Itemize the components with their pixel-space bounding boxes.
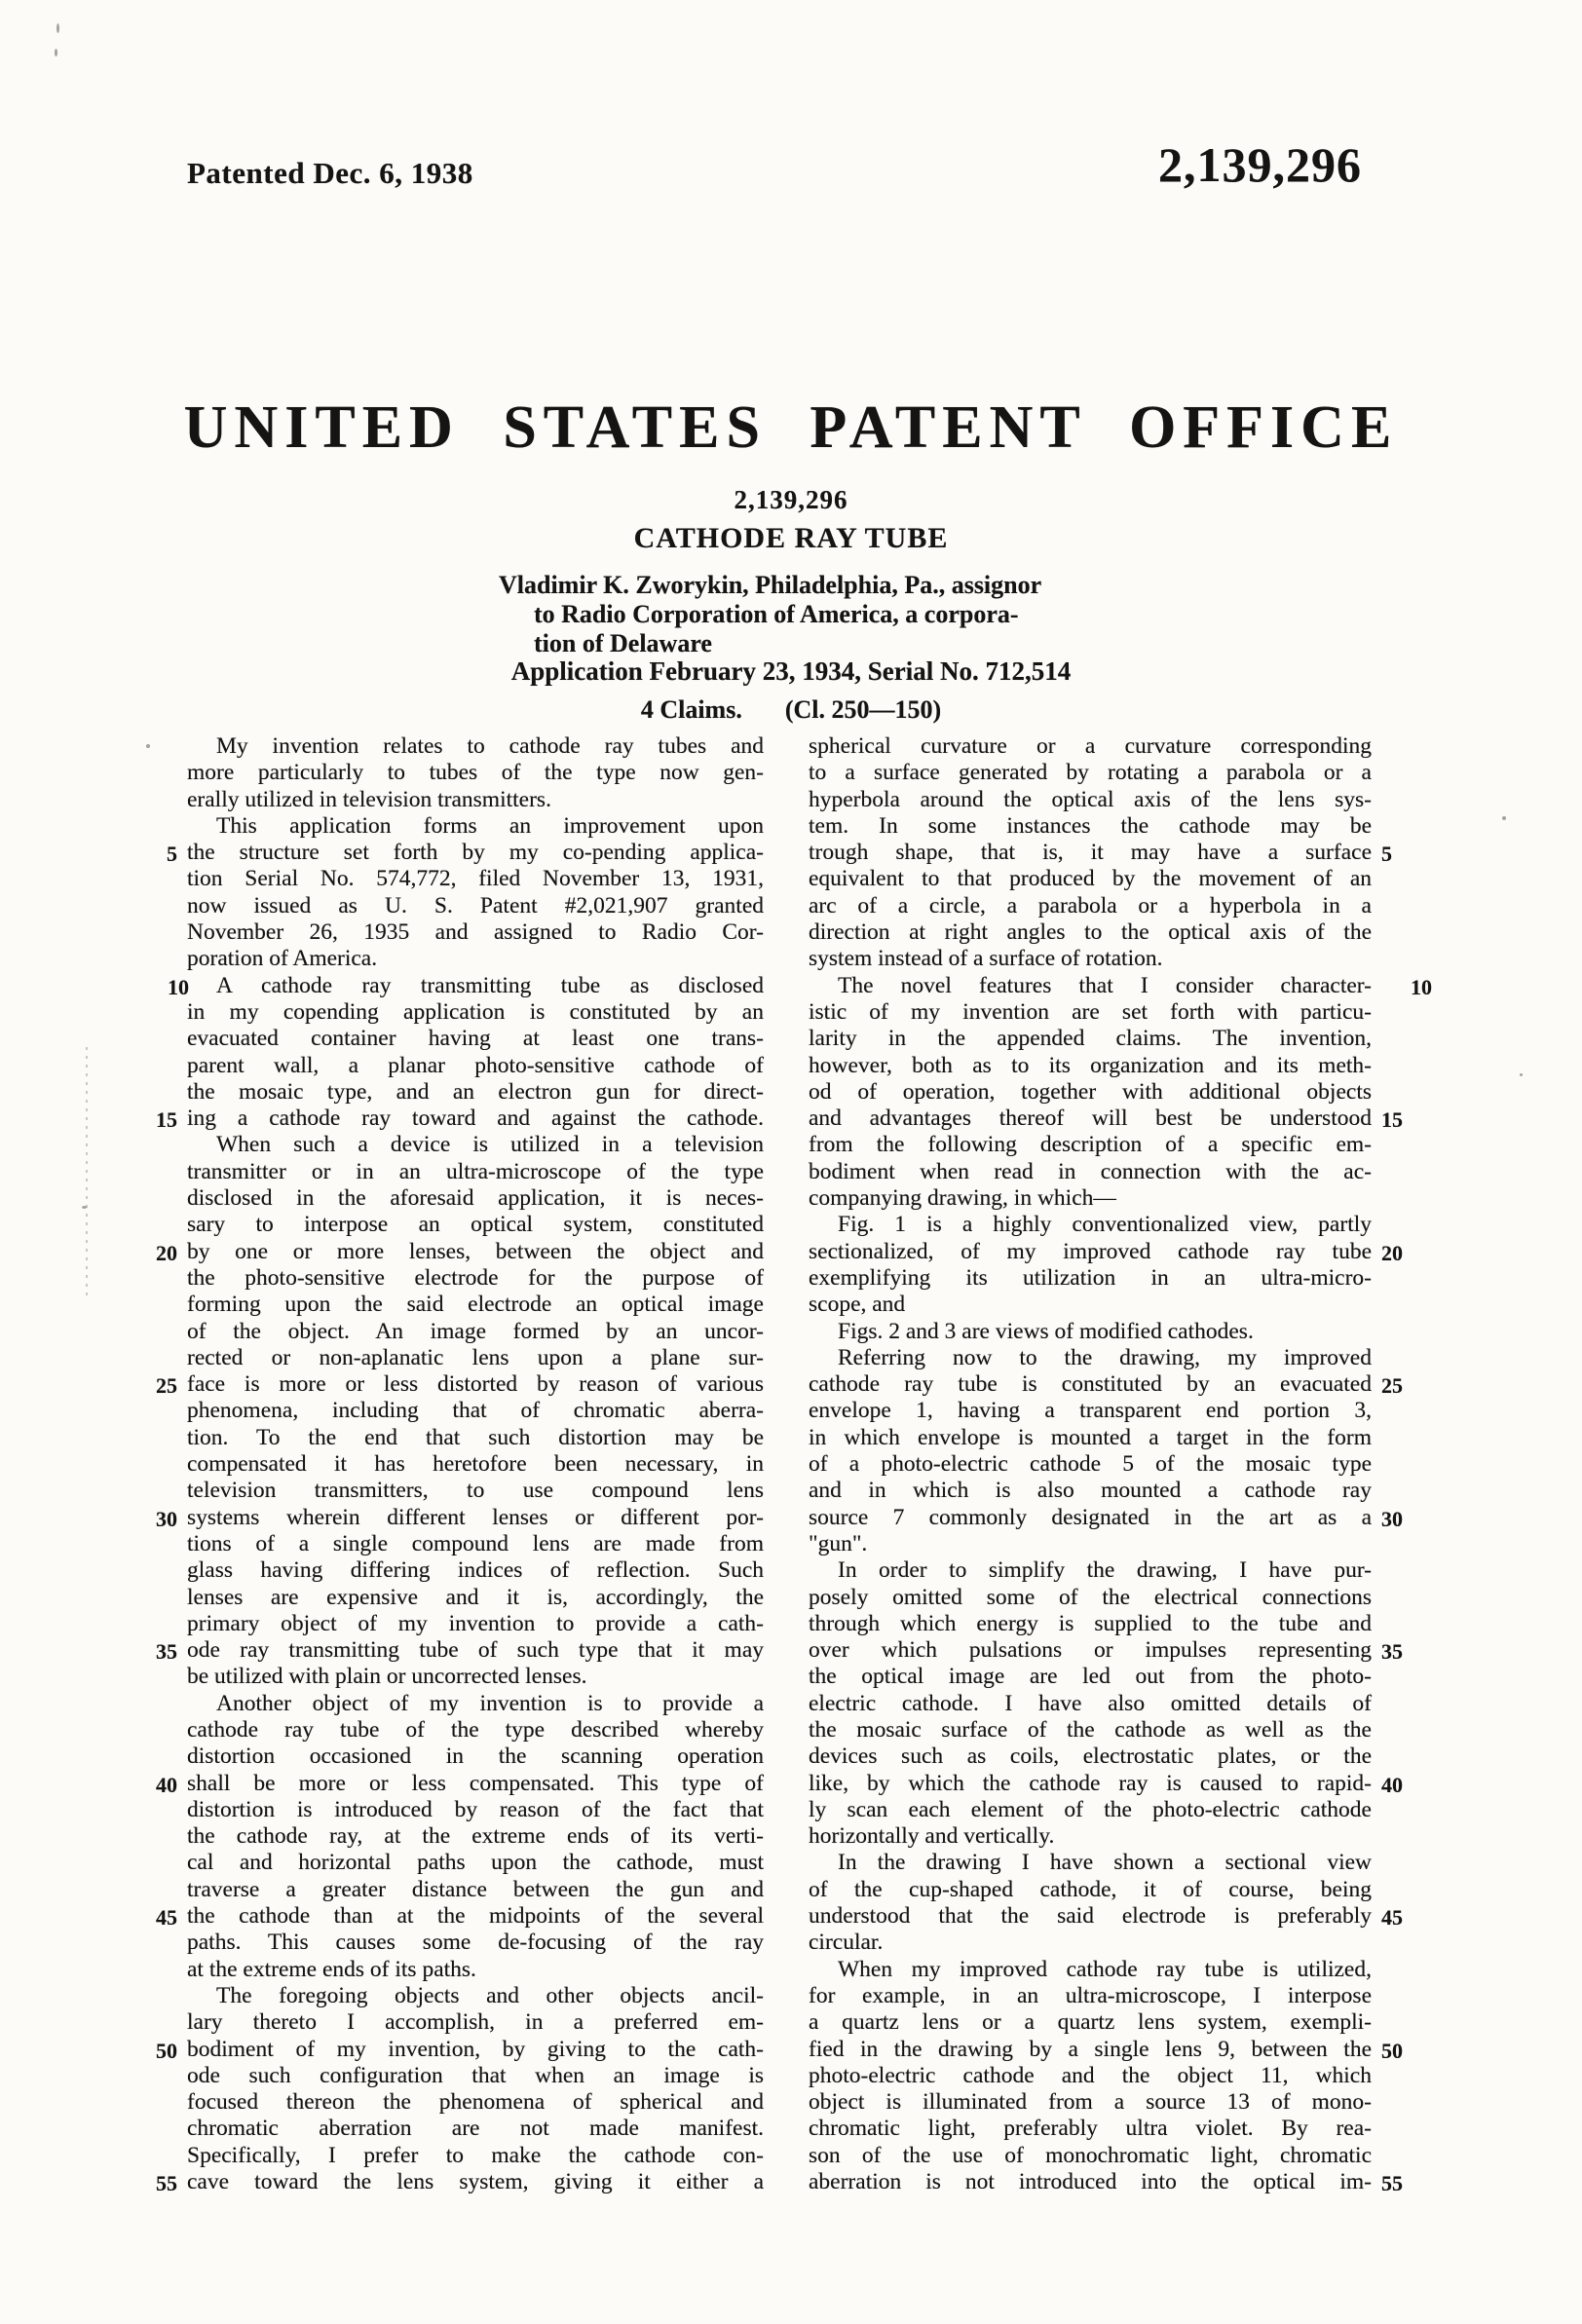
scan-artifact xyxy=(1502,816,1506,820)
text-line: over which pulsations or impulses representing 35 xyxy=(809,1637,1372,1664)
text-line: face is more or less distorted by reason of various 25 xyxy=(187,1371,764,1398)
text-line: exemplifying its utilization in an ultra-micro- xyxy=(809,1264,1372,1291)
text-line: ing a cathode ray toward and against the cathode. 15 xyxy=(187,1106,764,1132)
application-line: Application February 23, 1934, Serial No. 712,514 xyxy=(510,656,1072,686)
text-line: companying drawing, in which— xyxy=(809,1185,1116,1212)
claims-line xyxy=(0,695,1582,725)
text-line: tion. To the end that such distortion may be xyxy=(187,1424,764,1450)
line-number: 25 xyxy=(1381,1373,1403,1399)
text-line: parent wall, a planar photo-sensitive cathode of xyxy=(187,1052,764,1078)
line-number: 10 xyxy=(1411,974,1432,999)
byline-line: Vladimir K. Zworykin, Philadelphia, Pa., assignor xyxy=(499,571,1042,599)
text-line: traverse a greater distance between the gun and xyxy=(187,1876,764,1902)
text-line: poration of America. xyxy=(187,946,378,972)
text-line: cathode ray tube is constituted by an evacuated 25 xyxy=(809,1371,1372,1398)
text-line: focused thereon the phenomena of spherical and xyxy=(187,2089,764,2116)
text-line: of the object. An image formed by an uncor- xyxy=(187,1318,764,1344)
line-number: 35 xyxy=(156,1639,177,1665)
text-line: son of the use of monochromatic light, chromatic xyxy=(809,2142,1372,2168)
patent-number-center: 2,139,296 xyxy=(734,485,848,514)
text-line: Figs. 2 and 3 are views of modified cathodes. xyxy=(838,1318,1254,1344)
text-line: object is illuminated from a source 13 of mono- xyxy=(809,2089,1372,2116)
text-line: the optical image are led out from the photo- xyxy=(809,1664,1372,1690)
text-line: horizontally and vertically. xyxy=(809,1823,1055,1850)
line-number: 5 xyxy=(167,842,177,867)
text-line: tions of a single compound lens are made from xyxy=(187,1530,764,1556)
text-line: evacuated container having at least one trans- xyxy=(187,1026,764,1052)
line-number: 50 xyxy=(156,2038,177,2063)
text-line: in my copending application is constituted by an xyxy=(187,998,764,1025)
text-line: distortion is introduced by reason of the fact that xyxy=(187,1796,764,1822)
text-line: ode ray transmitting tube of such type that it may 35 xyxy=(187,1637,764,1664)
text-line: cave toward the lens system, giving it either a 55 xyxy=(187,2169,764,2195)
text-line: paths. This causes some de-focusing of the ray xyxy=(187,1930,764,1956)
text-line: the cathode than at the midpoints of the several 45 xyxy=(187,1903,764,1930)
text-line: system instead of a surface of rotation. xyxy=(809,946,1163,972)
text-line: to a surface generated by rotating a parabola or a xyxy=(809,760,1372,786)
text-line: Another object of my invention is to provide a xyxy=(216,1690,764,1716)
text-line: Referring now to the drawing, my improved xyxy=(838,1344,1372,1370)
line-number: 40 xyxy=(1381,1772,1403,1797)
line-number: 55 xyxy=(156,2171,177,2196)
text-line: istic of my invention are set forth with particu- xyxy=(809,998,1372,1025)
patented-date: Patented Dec. 6, 1938 xyxy=(187,156,473,190)
text-line: The novel features that I consider character- 10 xyxy=(838,972,1432,999)
text-line: spherical curvature or a curvature corresponding xyxy=(809,733,1372,759)
text-line: bodiment of my invention, by giving to the cath- 50 xyxy=(187,2037,764,2063)
claims-count: 4 Claims. xyxy=(640,695,742,724)
line-number: 20 xyxy=(1381,1240,1403,1265)
text-line: devices such as coils, electrostatic plates, or the xyxy=(809,1743,1372,1770)
text-line: In order to simplify the drawing, I have pur- xyxy=(838,1557,1372,1584)
scan-artifact xyxy=(86,1047,88,1300)
text-line: forming upon the said electrode an optical image xyxy=(187,1292,764,1318)
line-number: 40 xyxy=(156,1772,177,1797)
text-line: transmitter or in an ultra-microscope of the type xyxy=(187,1158,764,1184)
text-line: understood that the said electrode is preferably 45 xyxy=(809,1903,1372,1930)
scan-artifact xyxy=(55,49,57,56)
text-line: more particularly to tubes of the type now gen- xyxy=(187,760,764,786)
text-line: like, by which the cathode ray is caused to rapid- 40 xyxy=(809,1771,1372,1797)
text-line: however, both as to its organization and its meth- xyxy=(809,1052,1372,1078)
line-number: 35 xyxy=(1381,1639,1403,1665)
text-line: compensated it has heretofore been necessary, in xyxy=(187,1451,764,1478)
classification: (Cl. 250—150) xyxy=(784,695,942,724)
text-line: Specifically, I prefer to make the cathode con- xyxy=(187,2142,764,2168)
text-line: rected or non-aplanatic lens upon a plane sur- xyxy=(187,1344,764,1370)
text-line: chromatic aberration are not made manifest. xyxy=(187,2116,764,2142)
line-number: 25 xyxy=(156,1373,177,1399)
text-line: the mosaic surface of the cathode as well as the xyxy=(809,1716,1372,1743)
line-number: 45 xyxy=(1381,1905,1403,1930)
text-line: In the drawing I have shown a sectional view xyxy=(838,1850,1372,1876)
text-line: equivalent to that produced by the movement of an xyxy=(809,866,1372,892)
text-line: ode such configuration that when an image is xyxy=(187,2062,764,2088)
text-line: and in which is also mounted a cathode ray xyxy=(809,1478,1372,1504)
scan-artifact xyxy=(146,744,150,748)
text-line: shall be more or less compensated. This type of 40 xyxy=(187,1771,764,1797)
text-line: cathode ray tube of the type described whereby xyxy=(187,1716,764,1743)
line-number: 5 xyxy=(1381,842,1392,867)
text-line: now issued as U. S. Patent #2,021,907 granted xyxy=(187,892,764,918)
text-line: tion Serial No. 574,772, filed November 13, 1931, xyxy=(187,866,764,892)
left-column xyxy=(156,733,764,2196)
text-line: television transmitters, to use compound lens xyxy=(187,1478,764,1504)
line-number: 45 xyxy=(156,1905,177,1930)
text-line: in which envelope is mounted a target in the form xyxy=(809,1424,1372,1450)
line-number: 10 xyxy=(168,974,189,999)
text-line: envelope 1, having a transparent end portion 3, xyxy=(809,1398,1372,1424)
right-column xyxy=(809,733,1432,2196)
line-number: 55 xyxy=(1381,2171,1403,2196)
text-line: Fig. 1 is a highly conventionalized view, partly xyxy=(838,1212,1372,1238)
text-line: the cathode ray, at the extreme ends of its verti- xyxy=(187,1823,764,1850)
line-number: 20 xyxy=(156,1240,177,1265)
scan-artifact xyxy=(56,23,59,33)
text-line: circular. xyxy=(809,1930,884,1956)
text-line: disclosed in the aforesaid application, it is neces- xyxy=(187,1185,764,1212)
patent-office-title: UNITED STATES PATENT OFFICE xyxy=(183,394,1399,461)
text-line: the structure set forth by my co-pending applica- 5 xyxy=(187,840,764,866)
scan-artifact xyxy=(82,1206,87,1209)
text-line: sary to interpose an optical system, constituted xyxy=(187,1212,764,1238)
text-line: erally utilized in television transmitters. xyxy=(187,786,551,812)
text-line: the photo-sensitive electrode for the purpose of xyxy=(187,1264,764,1291)
text-line: glass having differing indices of reflection. Such xyxy=(187,1557,764,1584)
text-line: be utilized with plain or uncorrected lenses. xyxy=(187,1664,587,1690)
text-line: This application forms an improvement upon xyxy=(216,812,764,839)
text-line: at the extreme ends of its paths. xyxy=(187,1956,476,1982)
byline-line: to Radio Corporation of America, a corpora- xyxy=(534,600,1019,628)
text-line: of the cup-shaped cathode, it of course, being xyxy=(809,1876,1372,1902)
text-line: hyperbola around the optical axis of the lens sys- xyxy=(809,786,1372,812)
patent-number-header: 2,139,296 xyxy=(1158,137,1362,192)
invention-title: CATHODE RAY TUBE xyxy=(633,522,949,554)
text-line: My invention relates to cathode ray tubes and xyxy=(216,733,764,759)
line-number: 30 xyxy=(156,1506,177,1531)
text-line: phenomena, including that of chromatic aberra- xyxy=(187,1398,764,1424)
text-line: larity in the appended claims. The invention, xyxy=(809,1026,1372,1052)
line-number: 50 xyxy=(1381,2038,1403,2063)
text-line: the mosaic type, and an electron gun for direct- xyxy=(187,1078,764,1105)
text-line: November 26, 1935 and assigned to Radio Cor- xyxy=(187,919,764,946)
text-line: posely omitted some of the electrical connections xyxy=(809,1584,1372,1610)
text-line: tem. In some instances the cathode may be xyxy=(809,812,1372,839)
text-line: A cathode ray transmitting tube as disclosed 10 xyxy=(187,973,764,999)
text-line: When my improved cathode ray tube is utilized, xyxy=(838,1956,1372,1982)
text-line: from the following description of a specific em- xyxy=(809,1132,1372,1158)
byline-line: tion of Delaware xyxy=(534,629,712,657)
text-line: od of operation, together with additional objects xyxy=(809,1078,1372,1105)
text-line: direction at right angles to the optical axis of the xyxy=(809,919,1372,946)
line-number: 30 xyxy=(1381,1506,1403,1531)
text-line: source 7 commonly designated in the art as a 30 xyxy=(809,1505,1372,1531)
text-line: bodiment when read in connection with the ac- xyxy=(809,1158,1372,1184)
text-line: electric cathode. I have also omitted details of xyxy=(809,1690,1372,1716)
text-line: for example, in an ultra-microscope, I interpose xyxy=(809,1982,1372,2008)
text-line: sectionalized, of my improved cathode ray tube 20 xyxy=(809,1239,1372,1265)
scan-artifact xyxy=(1520,1073,1523,1076)
text-line: "gun". xyxy=(809,1530,868,1556)
text-line: photo-electric cathode and the object 11, which xyxy=(809,2062,1372,2088)
text-line: by one or more lenses, between the object and 20 xyxy=(187,1239,764,1265)
text-line: chromatic light, preferably ultra violet. By rea- xyxy=(809,2116,1372,2142)
text-line: trough shape, that is, it may have a surface 5 xyxy=(809,840,1372,866)
text-line: of a photo-electric cathode 5 of the mosaic type xyxy=(809,1451,1372,1478)
text-line: lary thereto I accomplish, in a preferred em- xyxy=(187,2009,764,2036)
text-line: When such a device is utilized in a television xyxy=(216,1132,764,1158)
text-line: fied in the drawing by a single lens 9, between the 50 xyxy=(809,2037,1372,2063)
text-line: and advantages thereof will best be understood 15 xyxy=(809,1106,1372,1132)
text-line: lenses are expensive and it is, accordingly, the xyxy=(187,1584,764,1610)
text-line: distortion occasioned in the scanning operation xyxy=(187,1743,764,1770)
text-line: ly scan each element of the photo-electric cathode xyxy=(809,1796,1372,1822)
inventor-byline xyxy=(499,571,1122,658)
text-line: through which energy is supplied to the tube and xyxy=(809,1610,1372,1636)
text-line: arc of a circle, a parabola or a hyperbola in a xyxy=(809,892,1372,918)
line-number: 15 xyxy=(1381,1107,1403,1133)
line-number: 15 xyxy=(156,1107,177,1133)
text-line: aberration is not introduced into the optical im- 55 xyxy=(809,2169,1372,2195)
text-line: scope, and xyxy=(809,1292,906,1318)
text-line: cal and horizontal paths upon the cathode, must xyxy=(187,1850,764,1876)
text-line: a quartz lens or a quartz lens system, exempli- xyxy=(809,2009,1372,2036)
text-line: primary object of my invention to provide a cath- xyxy=(187,1610,764,1636)
text-line: systems wherein different lenses or different por- 30 xyxy=(187,1505,764,1531)
text-line: The foregoing objects and other objects ancil- xyxy=(216,1982,764,2008)
